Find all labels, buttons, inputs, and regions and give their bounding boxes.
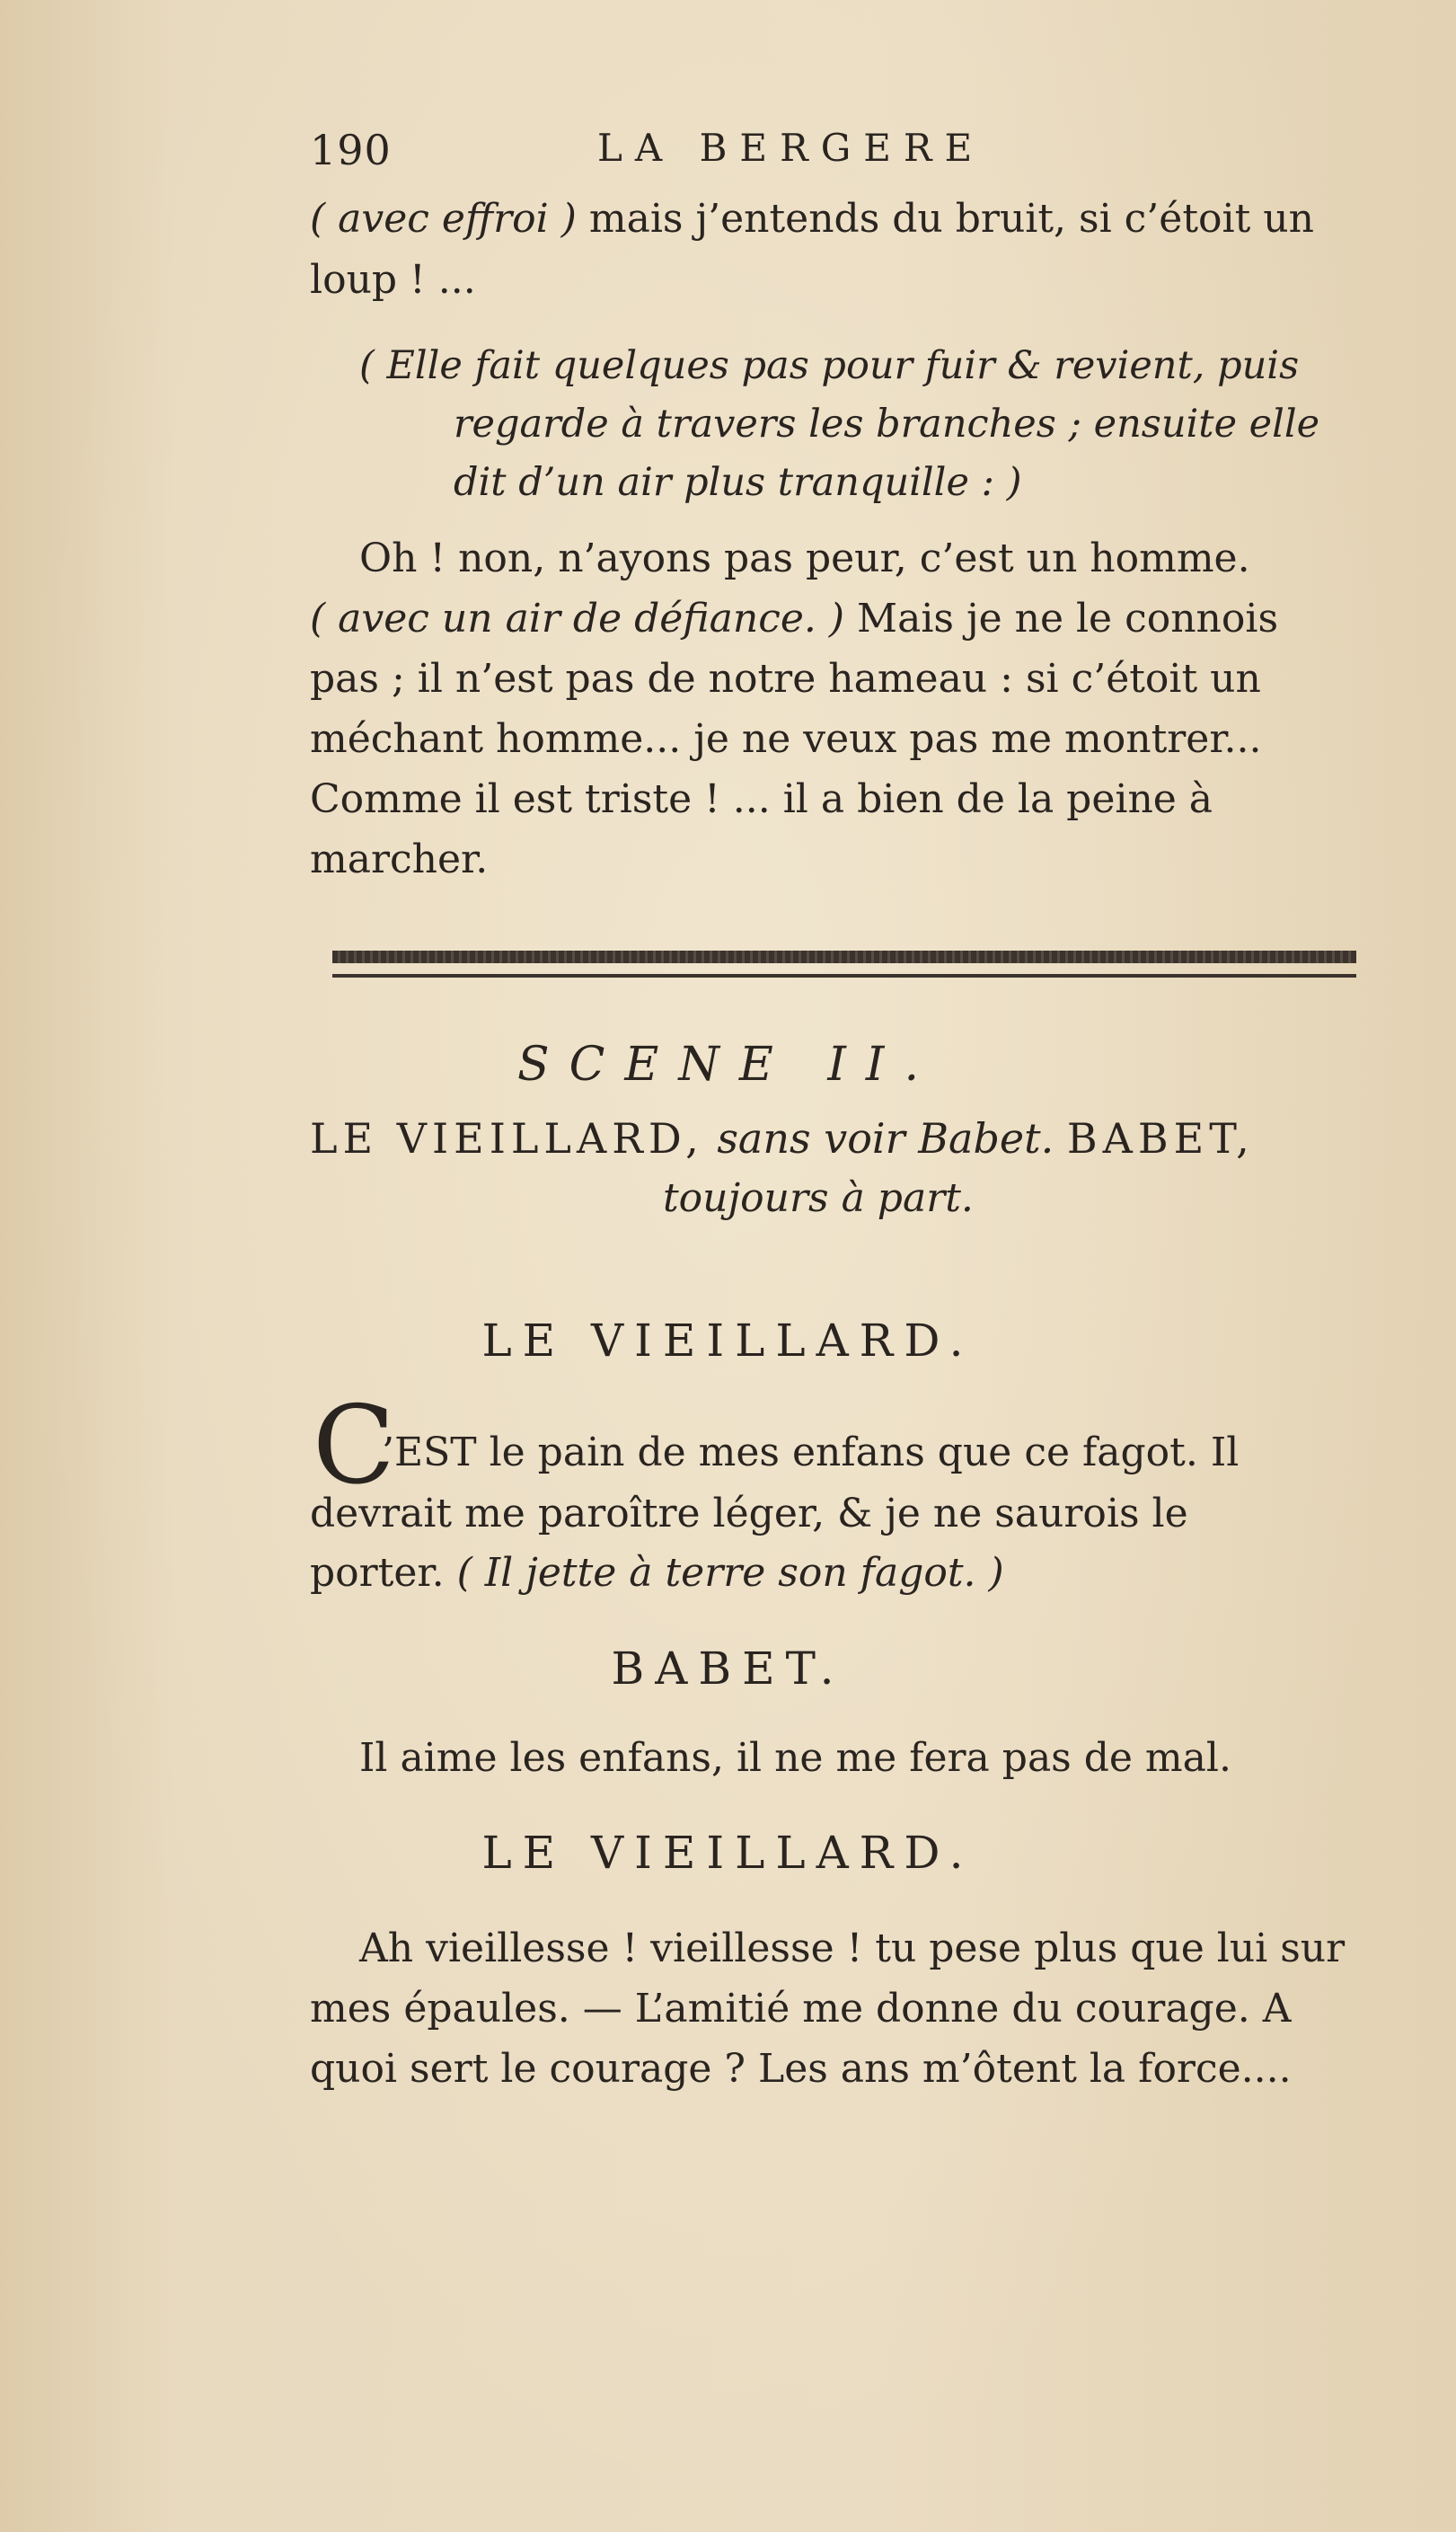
section-rule-thin	[332, 974, 1356, 978]
stage-direction: ( avec un air de défiance. )	[310, 596, 845, 642]
text-line	[310, 1547, 1004, 1599]
text-line: Il aime les enfans, il ne me fera pas de mal.	[359, 1735, 1231, 1781]
stage-direction-line: dit d’un air plus tranquille : )	[454, 460, 1022, 505]
text-line: quoi sert le courage ? Les ans m’ôtent la force....	[310, 2046, 1292, 2092]
text-line	[310, 193, 1314, 245]
cast-line	[310, 1112, 1255, 1164]
character-name: LE VIEILLARD,	[310, 1114, 704, 1163]
text-line: Comme il est triste ! ... il a bien de la peine à	[310, 776, 1213, 822]
stage-direction: sans voir Babet.	[717, 1114, 1054, 1163]
stage-direction-line: ( Elle fait quelques pas pour fuir & revient, puis	[359, 343, 1300, 388]
text-line: Ah vieillesse ! vieillesse ! tu pese plus que lui sur	[359, 1926, 1346, 1971]
stage-direction: ( Il jette à terre son fagot. )	[456, 1550, 1004, 1596]
line-text: mais j’entends du bruit, si c’étoit un	[588, 196, 1314, 242]
speaker-name: BABET.	[611, 1642, 845, 1695]
cast-note: toujours à part.	[663, 1175, 974, 1221]
text-line	[310, 593, 1278, 645]
line-text: Mais je ne le connois	[857, 596, 1279, 642]
text-line: pas ; il n’est pas de notre hameau : si c’étoit un	[310, 656, 1261, 702]
stage-direction: ( avec effroi )	[310, 196, 577, 242]
scene-title: SCENE II.	[517, 1038, 939, 1092]
text-line: loup ! ...	[310, 257, 476, 303]
text-line: mes épaules. — L’amitié me donne du courage. A	[310, 1986, 1292, 2032]
running-head	[310, 126, 1055, 180]
speaker-name: LE VIEILLARD.	[481, 1827, 975, 1879]
text-line: devrait me paroître léger, & je ne saurois le	[310, 1491, 1188, 1536]
text-line: Oh ! non, n’ayons pas peur, c’est un homme.	[359, 536, 1250, 581]
line-text: porter.	[310, 1550, 445, 1596]
running-title: LA BERGERE	[597, 126, 985, 170]
section-rule-thick	[332, 951, 1356, 963]
text-line: marcher.	[310, 837, 489, 882]
speaker-name: LE VIEILLARD.	[481, 1315, 975, 1367]
drop-cap: C	[313, 1384, 395, 1509]
text-line: ’EST le pain de mes enfans que ce fagot. Il	[382, 1430, 1240, 1475]
text-line: méchant homme... je ne veux pas me montrer...	[310, 716, 1262, 762]
stage-direction-line: regarde à travers les branches ; ensuite elle	[454, 402, 1320, 447]
page-number: 190	[310, 126, 392, 174]
character-name: BABET,	[1066, 1114, 1255, 1163]
